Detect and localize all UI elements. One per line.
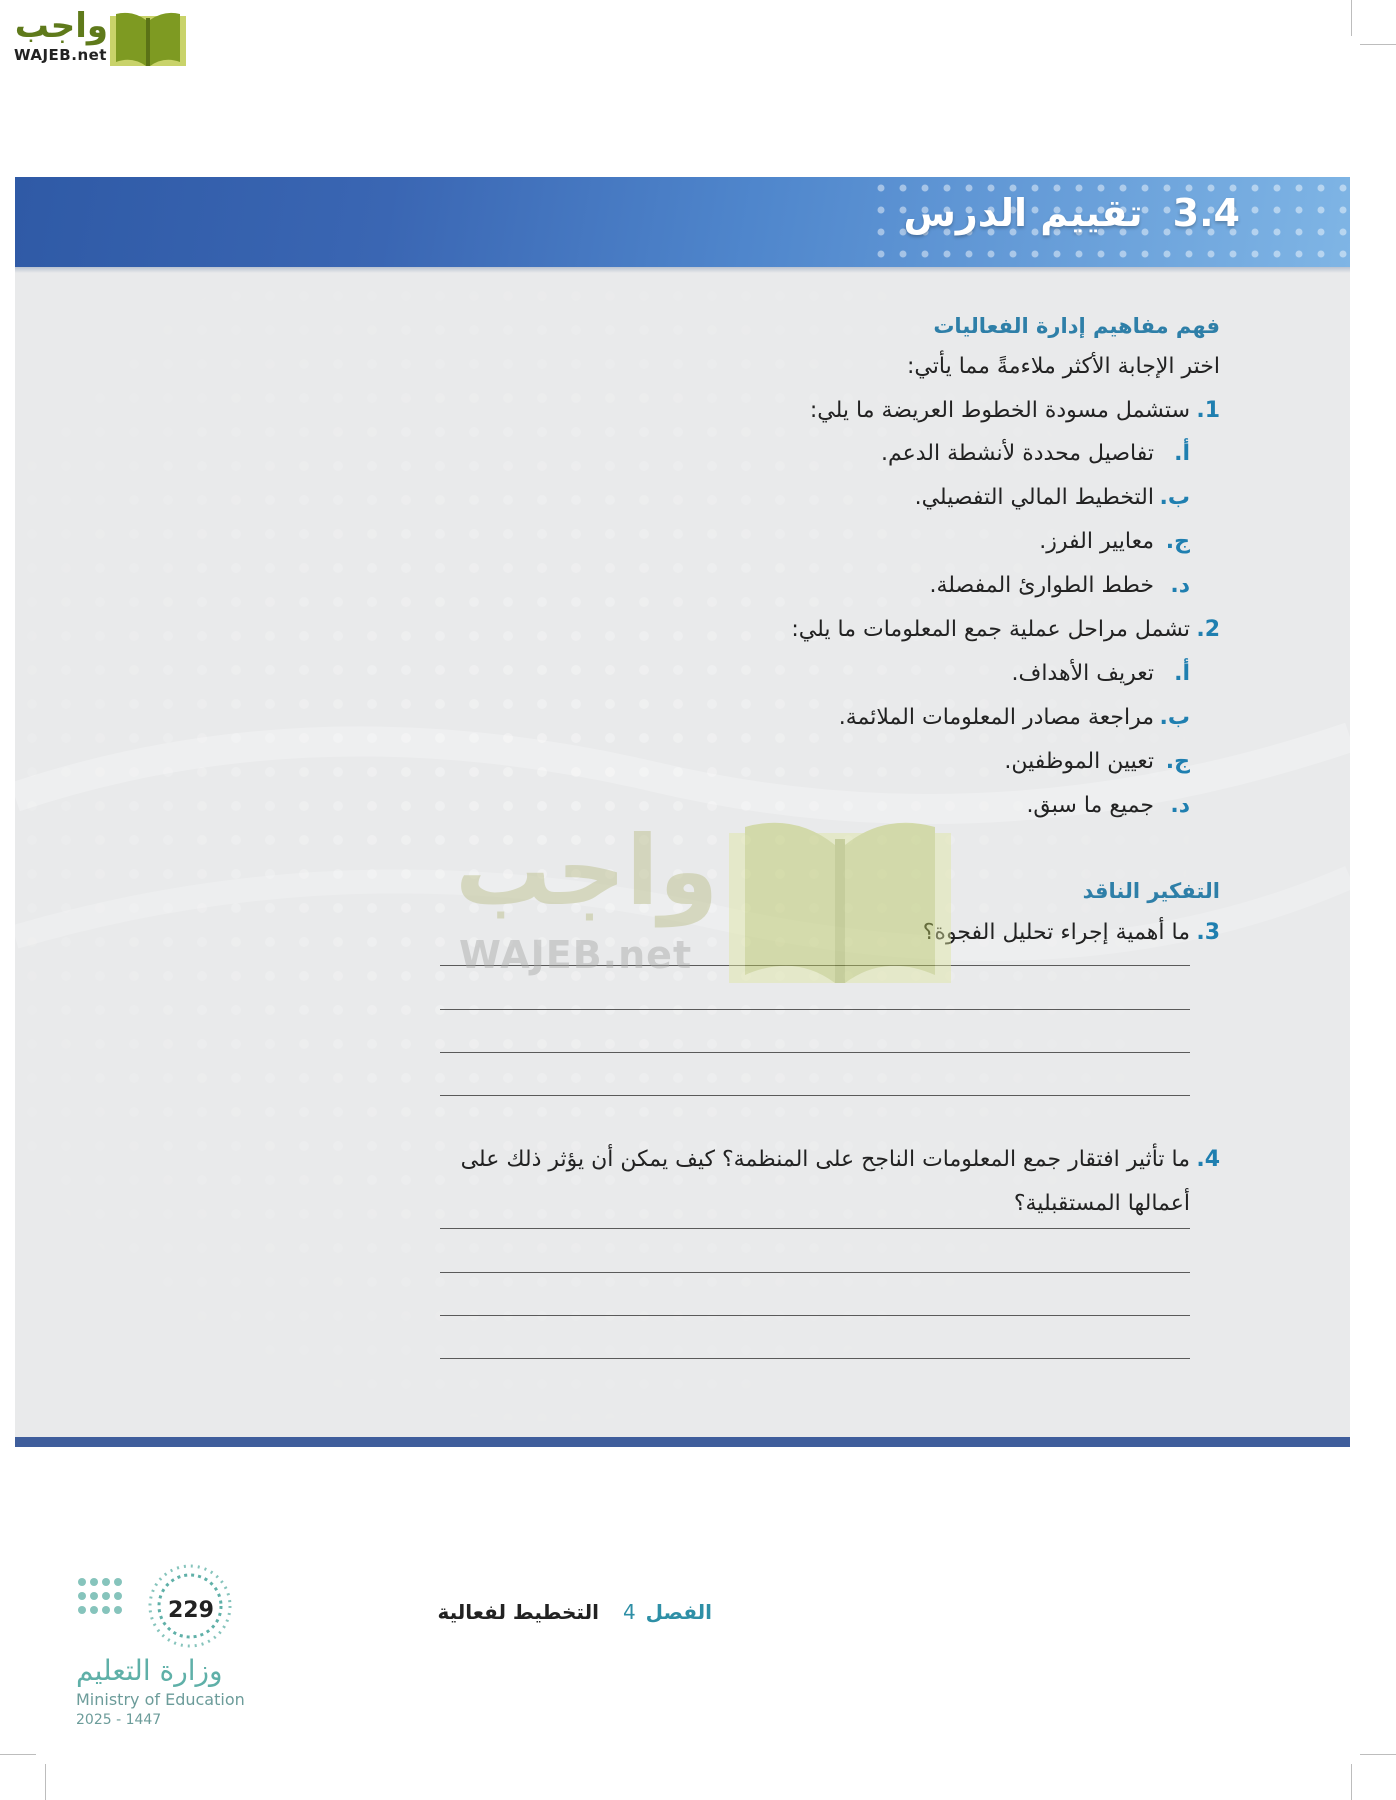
question-text: ستشمل مسودة الخطوط العريضة ما يلي: [809,398,1190,423]
answer-line[interactable] [440,1052,1190,1053]
lesson-number: 3.4 [1172,191,1240,235]
option[interactable] [880,441,1190,466]
question-2 [791,617,1220,642]
question-number: 1. [1196,398,1220,423]
option-letter: أ. [1174,441,1190,466]
option-letter: أ. [1174,661,1190,686]
question-number: 4. [1196,1147,1220,1172]
answer-line[interactable] [440,1272,1190,1273]
ministry-name-arabic: وزارة التعليم [76,1654,223,1687]
answer-line[interactable] [440,1095,1190,1096]
option-text: تفاصيل محددة لأنشطة الدعم. [880,441,1154,466]
brand-logo[interactable] [10,6,190,66]
option-text: التخطيط المالي التفصيلي. [914,485,1154,510]
watermark-arabic: واجب [455,815,719,927]
chapter-footer [437,1600,712,1624]
option-text: معايير الفرز. [1039,529,1154,554]
crop-mark [1351,1764,1352,1800]
option-text: مراجعة مصادر المعلومات الملائمة. [838,705,1154,730]
option[interactable] [1011,661,1190,686]
lesson-title [903,191,1240,235]
question-1 [809,398,1220,423]
ministry-logo [76,1560,256,1730]
watermark-book-icon [725,815,955,985]
option-letter: ج. [1165,749,1190,774]
option[interactable] [1004,749,1190,774]
crop-mark [1360,1754,1396,1755]
panel-footer-bar [15,1437,1350,1447]
section-title: فهم مفاهيم إدارة الفعاليات [933,314,1220,338]
question-4 [440,1138,1220,1226]
crop-mark [1360,44,1396,45]
question-text: تشمل مراحل عملية جمع المعلومات ما يلي: [791,617,1190,642]
option-letter: ب. [1159,485,1190,510]
instruction-text: اختر الإجابة الأكثر ملاءمةً مما يأتي: [907,354,1220,379]
section-title: التفكير الناقد [1082,879,1220,903]
brand-logo-arabic: واجب [14,6,108,46]
question-number: 3. [1196,920,1220,945]
chapter-title: التخطيط لفعالية [437,1600,599,1624]
option[interactable] [914,485,1190,510]
option[interactable] [838,705,1190,730]
option[interactable] [1026,793,1190,818]
question-text: ما أهمية إجراء تحليل الفجوة؟ [922,920,1190,945]
watermark [455,815,955,985]
crop-mark [0,1754,36,1755]
option-letter: ب. [1159,705,1190,730]
answer-line[interactable] [440,1315,1190,1316]
option[interactable] [929,573,1190,598]
page-number: 229 [168,1598,214,1623]
option-text: تعيين الموظفين. [1004,749,1154,774]
option-letter: د. [1170,793,1190,818]
option-text: تعريف الأهداف. [1011,661,1154,686]
crop-mark [45,1764,46,1800]
ministry-name-english: Ministry of Education [76,1690,245,1709]
chapter-number: 4 [622,1600,636,1624]
chapter-label: الفصل [645,1600,712,1624]
book-icon [108,10,188,68]
option[interactable] [1039,529,1190,554]
edition-year: 2025 - 1447 [76,1712,162,1728]
answer-line[interactable] [440,1228,1190,1229]
answer-line[interactable] [440,1009,1190,1010]
question-number: 2. [1196,617,1220,642]
header-band [15,177,1350,267]
option-letter: ج. [1165,529,1190,554]
header-shadow [15,267,1350,273]
ministry-emblem-icon [76,1560,256,1650]
question-3 [922,920,1220,945]
brand-logo-latin: WAJEB.net [14,46,107,64]
watermark-latin: WAJEB.net [459,933,693,977]
lesson-title-text: تقييم الدرس [903,191,1143,235]
lesson-panel [15,177,1350,1447]
answer-line[interactable] [440,1358,1190,1359]
option-letter: د. [1170,573,1190,598]
question-text: ما تأثير افتقار جمع المعلومات الناجح على المنظمة؟ كيف يمكن أن يؤثر ذلك على أعمالها المستقبلية؟ [460,1147,1190,1216]
crop-mark [1351,0,1352,36]
option-text: خطط الطوارئ المفصلة. [929,573,1154,598]
option-text: جميع ما سبق. [1026,793,1154,818]
